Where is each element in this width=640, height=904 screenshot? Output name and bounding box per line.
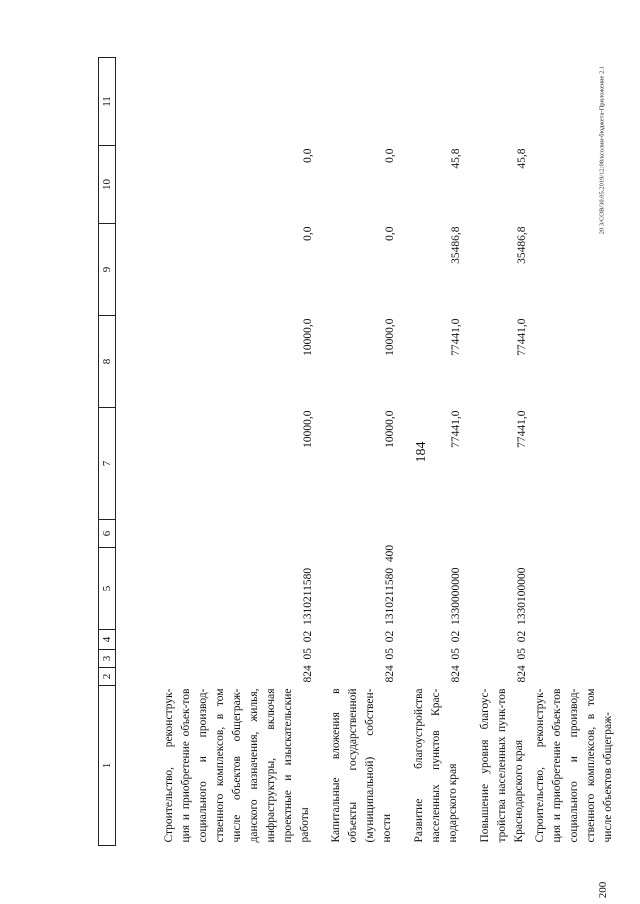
podrazdel-code: 02: [383, 630, 396, 643]
csr-code: 1310211580: [301, 567, 314, 625]
header-cell: 8: [99, 316, 116, 408]
row-description: Повышение уровня благоус-тройства населенных пунк-тов Краснодарского края: [478, 688, 525, 843]
vr-code: 400: [383, 544, 396, 563]
razdel-code: 05: [301, 648, 314, 660]
row-codes: [398, 520, 464, 686]
table-row: [316, 58, 398, 846]
value-col9: 10000,0: [383, 318, 396, 356]
value-col10: 0,0: [383, 226, 396, 241]
razdel-code: 05: [383, 648, 396, 660]
razdel-code: 05: [515, 648, 528, 660]
header-cell: 6: [99, 520, 116, 548]
podrazdel-code: 02: [515, 630, 528, 643]
row-codes: [464, 520, 530, 686]
page-number: 184: [414, 441, 429, 463]
value-col10: 35486,8: [449, 226, 462, 264]
value-col8: 77441,0: [449, 410, 462, 448]
value-col11: 0,0: [301, 148, 314, 163]
header-cell: 2: [99, 668, 116, 686]
csr-code: 1310211580: [383, 567, 396, 625]
value-col8: 77441,0: [515, 410, 528, 448]
ved-code: 824: [449, 665, 462, 683]
csr-code: 1330100000: [515, 567, 528, 625]
row-description: Строительство, реконструк-ция и приобретение объек-тов социального и производ-ственного комплексов, в том числе объектов общеграж-данского назначения, жилья, инфраструктуры, включая проектные и изыскательские работы: [162, 688, 311, 843]
row-empty-values: [530, 58, 640, 686]
header-cell: 4: [99, 630, 116, 650]
header-cell: 1: [99, 686, 116, 846]
value-col8: 10000,0: [383, 410, 396, 448]
header-cell: 3: [99, 650, 116, 668]
ved-code: 824: [301, 665, 314, 683]
value-col8: 10000,0: [301, 410, 314, 448]
ved-code: 824: [515, 665, 528, 683]
value-col11: 45,8: [449, 148, 462, 169]
table-row: [530, 58, 640, 846]
value-col9: 77441,0: [449, 318, 462, 356]
header-cell: 5: [99, 548, 116, 630]
row-codes: [316, 520, 398, 686]
header-row: [99, 58, 116, 846]
row-description: Капитальные вложения в объекты государственной (муниципальной) собствен-ности: [329, 688, 393, 843]
value-col9: 10000,0: [301, 318, 314, 356]
table-row: [398, 58, 464, 846]
header-cell: 7: [99, 408, 116, 520]
header-cell: 9: [99, 224, 116, 316]
table-row: [116, 58, 316, 846]
razdel-code: 05: [449, 648, 462, 660]
row-codes: [116, 520, 316, 686]
value-col9: 77441,0: [515, 318, 528, 356]
csr-code: 1330000000: [449, 567, 462, 625]
row-description: Строительство, реконструк-ция и приобретение объек-тов социального и производ-ственного комплексов, в том числе объектов общеграж-: [533, 688, 614, 843]
footer-file-path: 20 3/СОВ/30.05.2019/12:08/ксолин-бюджета-Приложение 2.1: [598, 65, 606, 235]
row-description: Развитие благоустройства населенных пунктов Крас-нодарского края: [412, 688, 459, 843]
value-col11: 0,0: [383, 148, 396, 163]
podrazdel-code: 02: [449, 630, 462, 643]
podrazdel-code: 02: [301, 630, 314, 643]
ved-code: 824: [383, 665, 396, 683]
table-row: [464, 58, 530, 846]
header-cell: 10: [99, 146, 116, 224]
value-col10: 35486,8: [515, 226, 528, 264]
budget-table: [98, 57, 640, 846]
value-col11: 45,8: [515, 148, 528, 169]
value-col10: 0,0: [301, 226, 314, 241]
header-cell: 11: [99, 58, 116, 146]
sheet-number: 200: [597, 881, 609, 899]
